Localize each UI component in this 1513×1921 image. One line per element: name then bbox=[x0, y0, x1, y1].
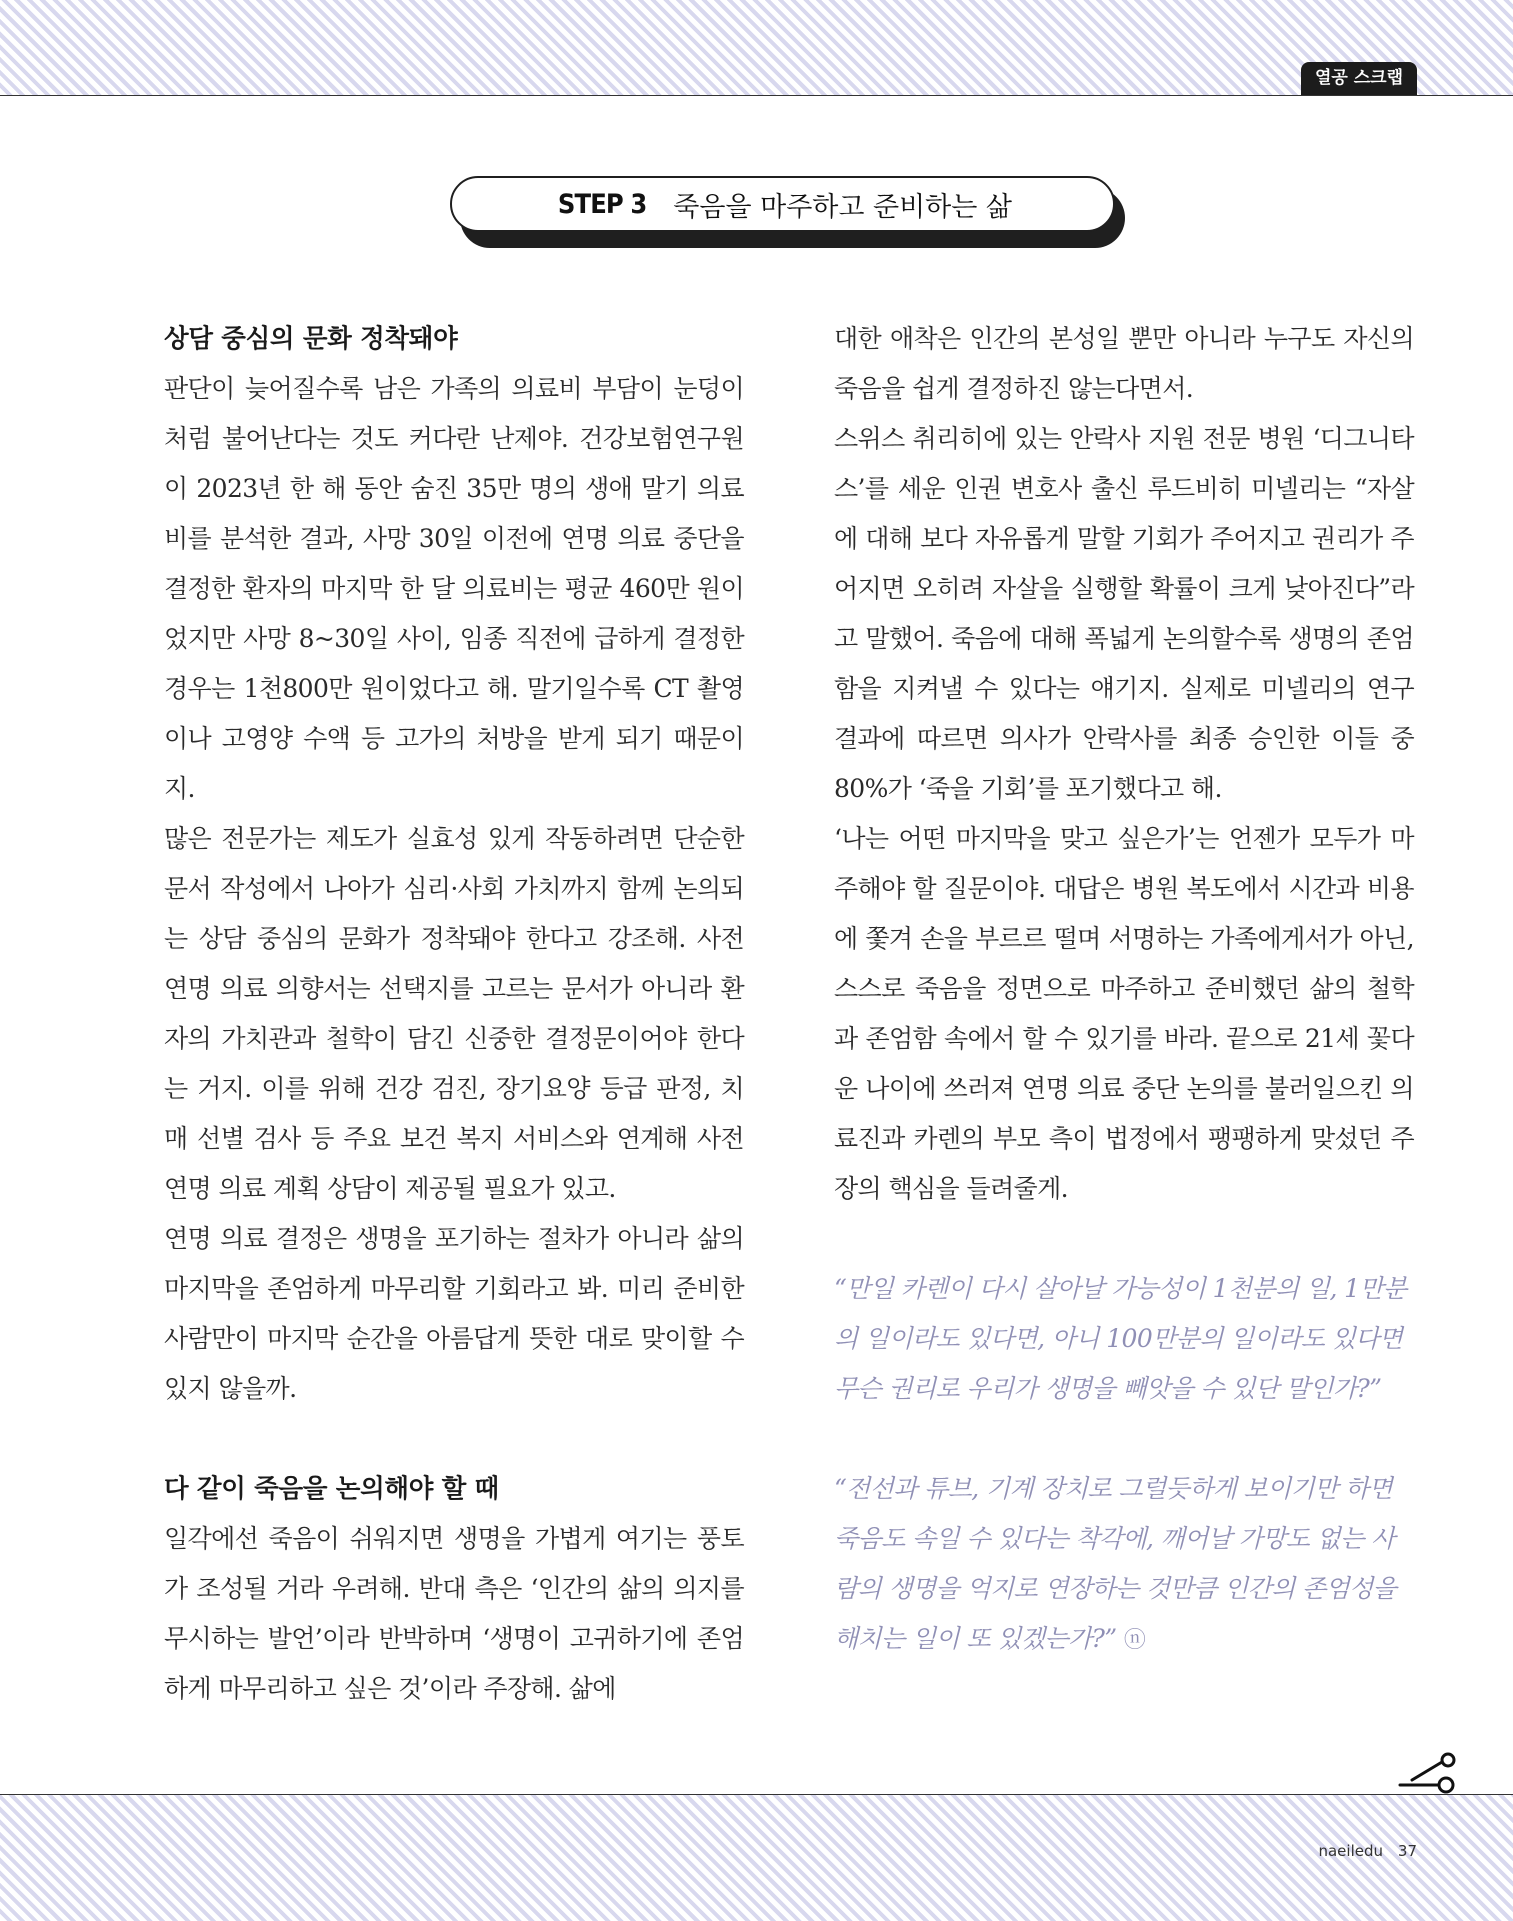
body-paragraph: 많은 전문가는 제도가 실효성 있게 작동하려면 단순한 문서 작성에서 나아가 심리·사회 가치까지 함께 논의되는 상담 중심의 문화가 정착돼야 한다고 강조해. 사전 연명 의료 의향서는 선택지를 고르는 문서가 아니라 환자의 가치관과 철학이 담긴 신중한 결정문이어야 한다는 거지. 이를 위해 건강 검진, 장기요양 등급 판정, 치매 선별 검사 등 주요 보건 복지 서비스와 연계해 사전 연명 의료 계획 상담이 제공될 필요가 있고. bbox=[164, 824, 744, 1203]
body-paragraph: 연명 의료 결정은 생명을 포기하는 절차가 아니라 삶의 마지막을 존엄하게 마무리할 기회라고 봐. 미리 준비한 사람만이 마지막 순간을 아름답게 뜻한 대로 맞이할 수 있지 않을까. bbox=[164, 1224, 744, 1403]
body-paragraph: 일각에선 죽음이 쉬워지면 생명을 가볍게 여기는 풍토가 조성될 거라 우려해. 반대 측은 ‘인간의 삶의 의지를 무시하는 발언’이라 반박하며 ‘생명이 고귀하기에 존엄하게 마무리하고 싶은 것’이라 주장해. 삶에 bbox=[164, 1524, 744, 1703]
section-heading-2: 다 같이 죽음을 논의해야 할 때 bbox=[164, 1474, 499, 1504]
section-heading-1: 상담 중심의 문화 정착돼야 bbox=[164, 324, 458, 354]
body-paragraph: 스위스 취리히에 있는 안락사 지원 전문 병원 ‘디그니타스’를 세운 인권 변호사 출신 루드비히 미넬리는 “자살에 대해 보다 자유롭게 말할 기회가 주어지고 권리가 주어지면 오히려 자살을 실행할 확률이 크게 낮아진다”라고 말했어. 죽음에 대해 폭넓게 논의할수록 생명의 존엄함을 지켜낼 수 있다는 얘기지. 실제로 미넬리의 연구 결과에 따르면 의사가 안락사를 최종 승인한 이들 중 80%가 ‘죽을 기회’를 포기했다고 해. bbox=[834, 424, 1414, 803]
pull-quote-1: “만일 카렌이 다시 살아날 가능성이 1천분의 일, 1만분의 일이라도 있다면, 아니 100만분의 일이라도 있다면 무슨 권리로 우리가 생명을 빼앗을 수 있단 말인가?” bbox=[834, 1274, 1407, 1403]
page-number: 37 bbox=[1397, 1842, 1417, 1860]
step-banner bbox=[450, 176, 1115, 232]
body-paragraph: 대한 애착은 인간의 본성일 뿐만 아니라 누구도 자신의 죽음을 쉽게 결정하진 않는다면서. bbox=[834, 324, 1414, 403]
scissors-icon bbox=[1398, 1752, 1462, 1794]
left-column bbox=[164, 314, 744, 1714]
step-label: STEP 3 bbox=[557, 188, 647, 220]
pull-quote-2 bbox=[834, 1464, 1414, 1666]
pull-quote-2-text: “전선과 튜브, 기계 장치로 그럴듯하게 보이기만 하면 죽음도 속일 수 있다는 착각에, 깨어날 가망도 없는 사람의 생명을 억지로 연장하는 것만큼 인간의 존엄성을 해치는 일이 또 있겠는가?” bbox=[834, 1474, 1397, 1653]
top-stripe-band bbox=[0, 0, 1513, 96]
section-tab: 열공 스크랩 bbox=[1301, 62, 1417, 95]
end-mark-icon: ⓝ bbox=[1123, 1628, 1146, 1653]
footer-brand: naeiledu bbox=[1318, 1842, 1383, 1860]
right-column bbox=[834, 314, 1414, 1666]
step-title: 죽음을 마주하고 준비하는 삶 bbox=[673, 191, 1013, 223]
body-paragraph: ‘나는 어떤 마지막을 맞고 싶은가’는 언젠가 모두가 마주해야 할 질문이야. 대답은 병원 복도에서 시간과 비용에 쫓겨 손을 부르르 떨며 서명하는 가족에게서가 아닌, 스스로 죽음을 정면으로 마주하고 준비했던 삶의 철학과 존엄함 속에서 할 수 있기를 바라. 끝으로 21세 꽃다운 나이에 쓰러져 연명 의료 중단 논의를 불러일으킨 의료진과 카렌의 부모 측이 법정에서 팽팽하게 맞섰던 주장의 핵심을 들려줄게. bbox=[834, 824, 1414, 1203]
body-paragraph: 판단이 늦어질수록 남은 가족의 의료비 부담이 눈덩이처럼 불어난다는 것도 커다란 난제야. 건강보험연구원이 2023년 한 해 동안 숨진 35만 명의 생애 말기 의료비를 분석한 결과, 사망 30일 이전에 연명 의료 중단을 결정한 환자의 마지막 한 달 의료비는 평균 460만 원이었지만 사망 8~30일 사이, 임종 직전에 급하게 결정한 경우는 1천800만 원이었다고 해. 말기일수록 CT 촬영이나 고영양 수액 등 고가의 처방을 받게 되기 때문이지. bbox=[164, 374, 744, 803]
bottom-stripe-band bbox=[0, 1794, 1513, 1921]
